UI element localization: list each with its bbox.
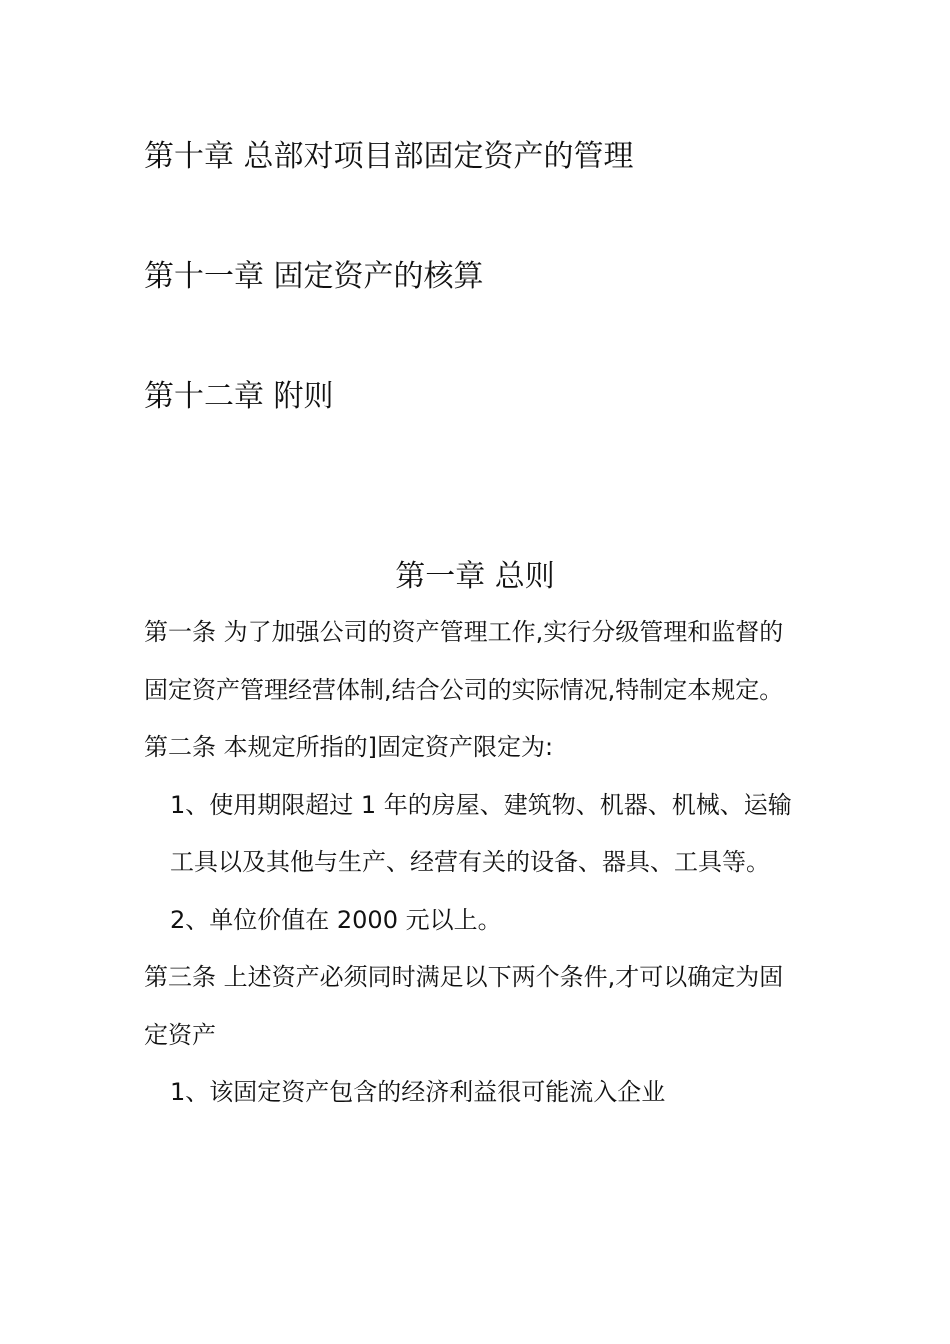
document-body xyxy=(144,604,804,1122)
article-2: 第二条 本规定所指的]固定资产限定为: xyxy=(144,733,554,761)
article-3-item-1: 1、该固定资产包含的经济利益很可能流入企业 xyxy=(170,1078,666,1106)
article-2-item-1: 1、使用期限超过 1 年的房屋、建筑物、机器、机械、运输工具以及其他与生产、经营有关的设备、器具、工具等。 xyxy=(170,790,792,876)
toc-entry-chapter-11: 第十一章 固定资产的核算 xyxy=(144,259,484,294)
toc-entry-chapter-10: 第十章 总部对项目部固定资产的管理 xyxy=(144,139,634,174)
toc-entry-chapter-12: 第十二章 附则 xyxy=(144,379,334,414)
article-2-item-2: 2、单位价值在 2000 元以上。 xyxy=(170,905,502,934)
chapter-title: 第一章 总则 xyxy=(395,559,555,594)
article-3: 第三条 上述资产必须同时满足以下两个条件,才可以确定为固定资产 xyxy=(144,963,784,1049)
article-1: 第一条 为了加强公司的资产管理工作,实行分级管理和监督的固定资产管理经营体制,结合公司的实际情况,特制定本规定。 xyxy=(144,618,784,704)
